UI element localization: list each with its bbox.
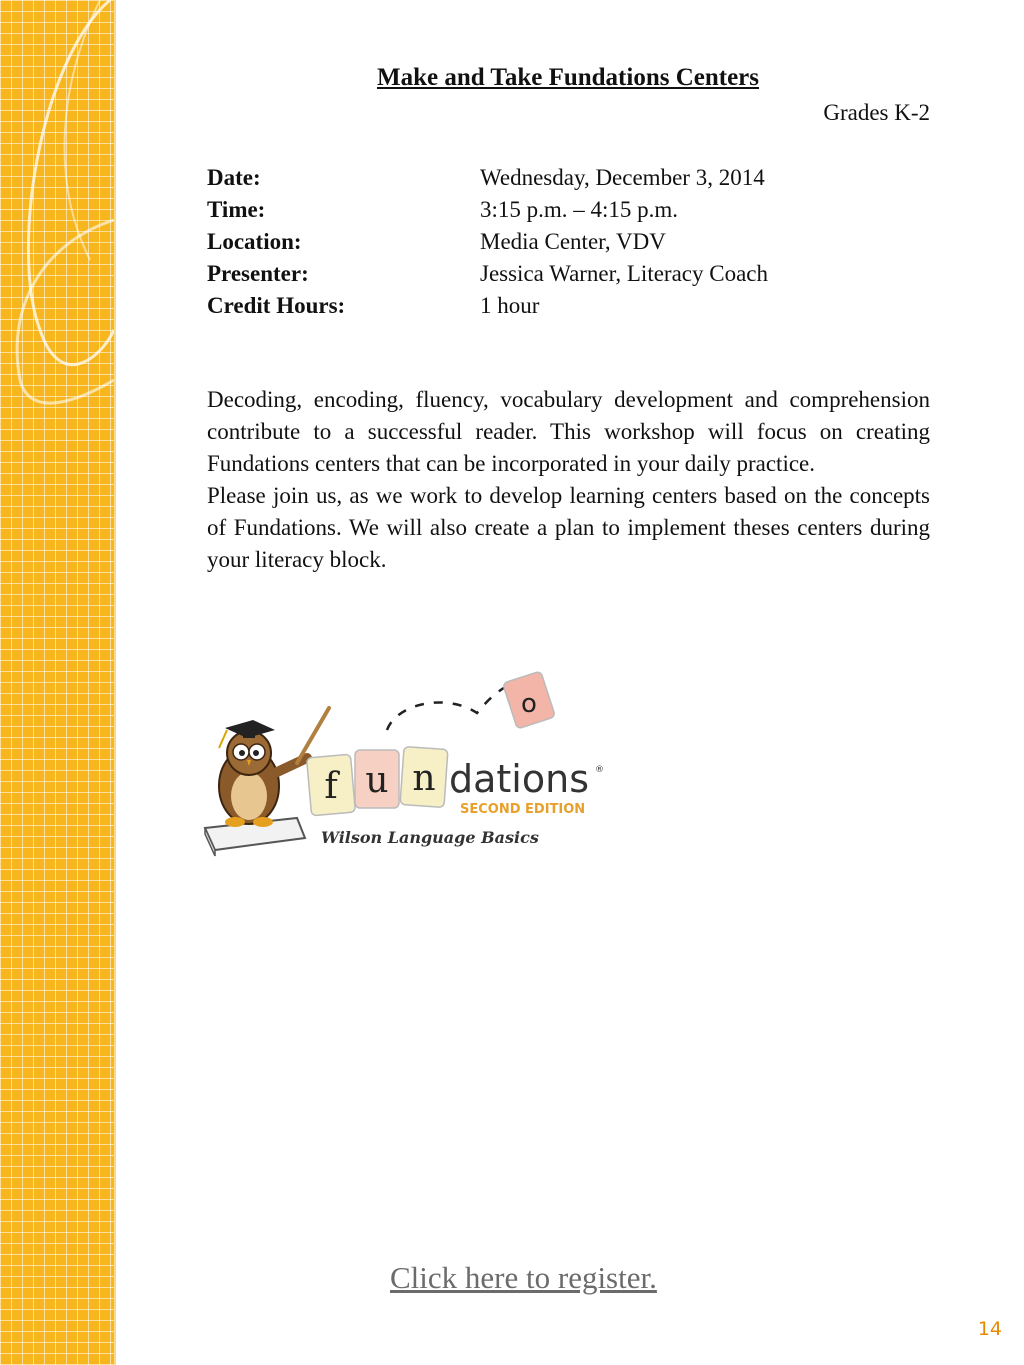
info-label: Presenter: (207, 261, 309, 286)
info-row-date (207, 162, 768, 194)
grades-label: Grades K-2 (823, 100, 930, 125)
info-label: Time: (207, 197, 266, 222)
page-title: Make and Take Fundations Centers (376, 64, 760, 91)
info-value: 3:15 p.m. – 4:15 p.m. (480, 197, 679, 222)
workshop-description (207, 384, 930, 576)
letter-tile (400, 747, 448, 808)
fundations-logo (197, 668, 617, 868)
logo-edition: SECOND EDITION (460, 802, 586, 817)
info-value: 1 hour (480, 293, 540, 318)
svg-text:f: f (324, 766, 338, 807)
info-label: Date: (207, 165, 261, 190)
logo-tagline: Wilson Language Basics (321, 828, 539, 847)
info-row-presenter (207, 258, 768, 290)
info-value: Jessica Warner, Literacy Coach (480, 261, 769, 286)
decorative-swirl (0, 0, 114, 1365)
decorative-side-strip (0, 0, 116, 1365)
info-value: Media Center, VDV (480, 229, 666, 254)
logo-wordmark: dations (449, 757, 589, 801)
info-label: Location: (207, 229, 302, 254)
description-paragraph: Decoding, encoding, fluency, vocabulary development and comprehension contribute to a successful reader. This workshop will focus on creating Fundations centers that can be incorporated in your daily practice. (207, 387, 930, 476)
description-paragraph: Please join us, as we work to develop learning centers based on the concepts of Fundations. We will also create a plan to implement theses centers during your literacy block. (207, 483, 930, 572)
info-value: Wednesday, December 3, 2014 (480, 165, 765, 190)
svg-text:u: u (365, 760, 389, 801)
page-number: 14 (977, 1318, 1002, 1340)
info-label: Credit Hours: (207, 293, 346, 318)
letter-tile (503, 671, 556, 729)
svg-text:n: n (412, 758, 436, 799)
event-info (207, 162, 768, 322)
register-link[interactable]: Click here to register. (390, 1260, 657, 1295)
registered-mark: ® (595, 765, 604, 775)
letter-tile (307, 754, 356, 816)
letter-tile (355, 750, 399, 808)
svg-text:o: o (521, 689, 537, 719)
info-row-credit-hours (207, 290, 768, 322)
info-row-time (207, 194, 768, 226)
info-row-location (207, 226, 768, 258)
